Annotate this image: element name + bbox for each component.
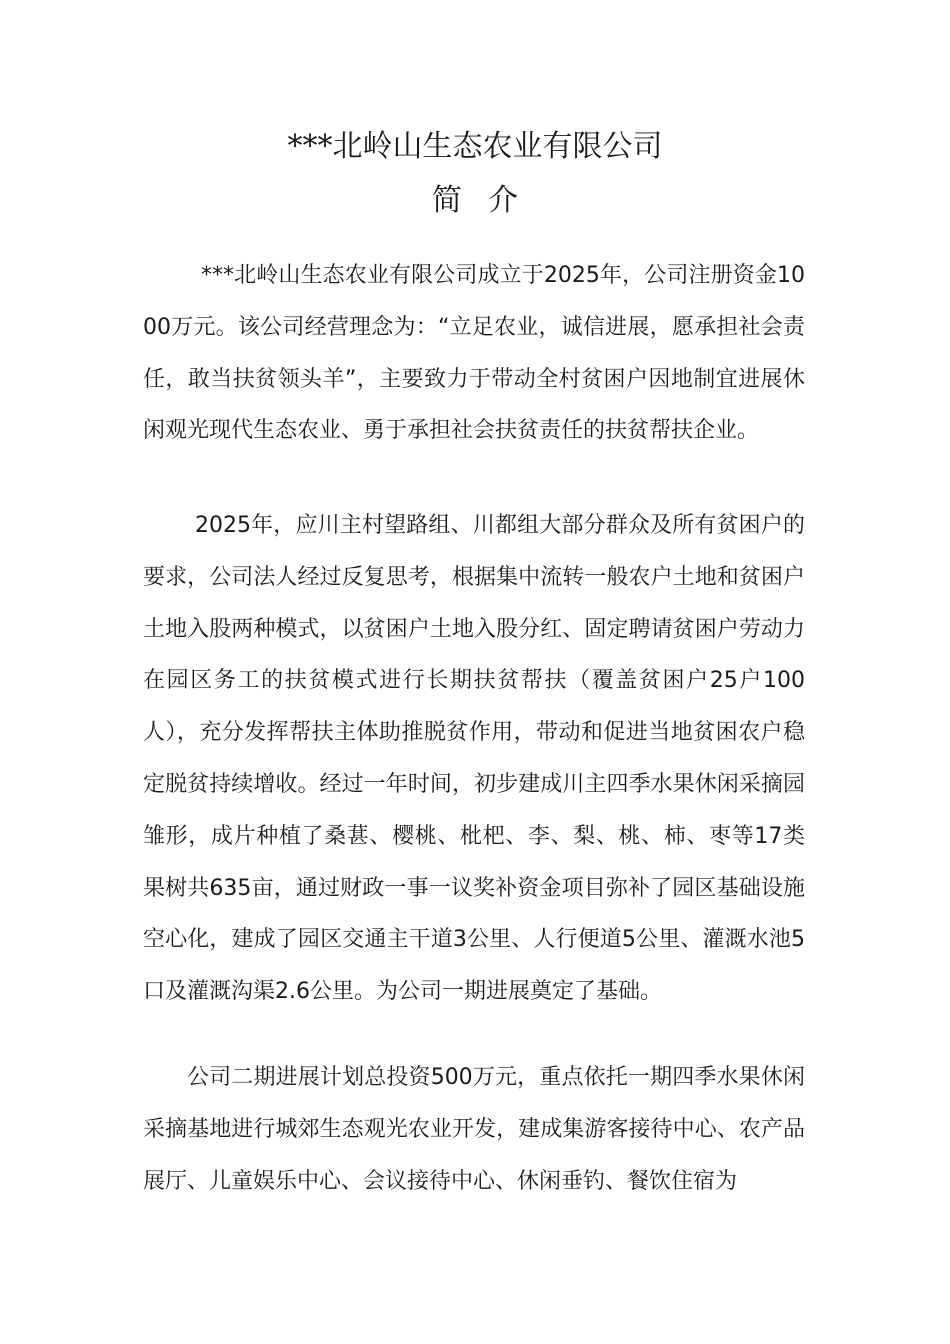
company-title: ***北岭山生态农业有限公司 <box>287 129 663 164</box>
paragraph-phase-one: 2025年，应川主村望路组、川都组大部分群众及所有贫困户的要求，公司法人经过反复思考，根据集中流转一般农户土地和贫困户土地入股两种模式，以贫困户土地入股分红、固定聘请贫困户劳动力在园区务工的扶贫模式进行长期扶贫帮扶（覆盖贫困户25户100人），充分发挥帮扶主体助推脱贫作用，带动和促进当地贫困农户稳定脱贫持续增收。经过一年时间，初步建成川主四季水果休闲采摘园雏形，成片种植了桑葚、樱桃、枇杷、李、梨、桃、柿、枣等17类果树共635亩，通过财政一事一议奖补资金项目弥补了园区基础设施空心化，建成了园区交通主干道3公里、人行便道5公里、灌溉水池5口及灌溉沟渠2.6公里。为公司一期进展奠定了基础。 <box>143 513 805 1005</box>
paragraph-intro: ***北岭山生态农业有限公司成立于2025年，公司注册资金1000万元。该公司经营理念为：“立足农业，诚信进展，愿承担社会责任，敢当扶贫领头羊”，主要致力于带动全村贫困户因地制宜进展休闲观光现代生态农业、勇于承担社会扶贫责任的扶贫帮扶企业。 <box>143 263 805 444</box>
document-heading: 简介 <box>432 183 544 218</box>
paragraph-phase-two: 公司二期进展计划总投资500万元，重点依托一期四季水果休闲采摘基地进行城郊生态观光农业开发，建成集游客接待中心、农产品展厅、儿童娱乐中心、会议接待中心、休闲垂钓、餐饮住宿为 <box>143 1065 805 1194</box>
